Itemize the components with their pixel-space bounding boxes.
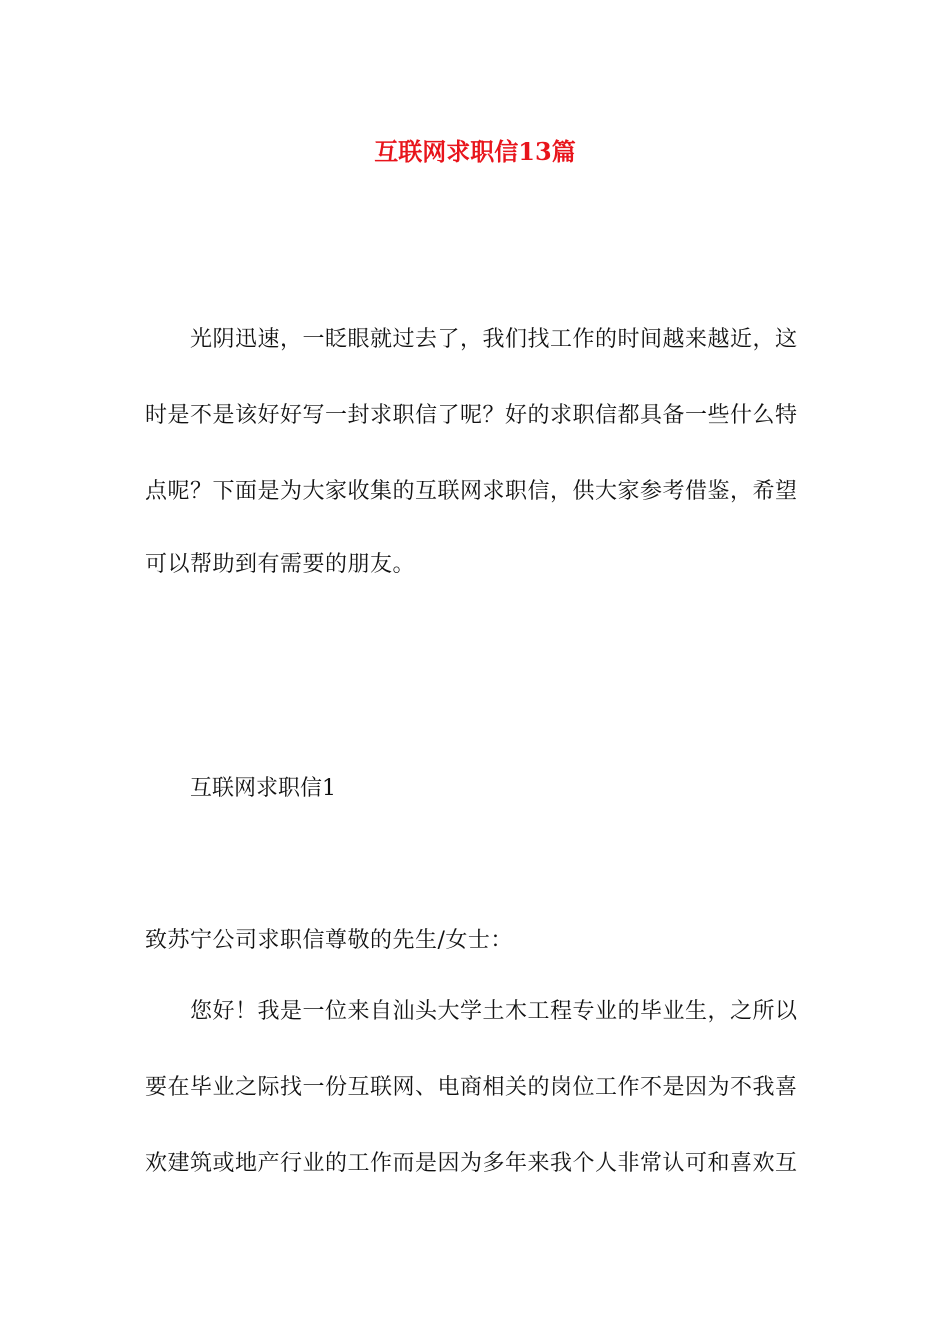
body-line-3: 欢建筑或地产行业的工作而是因为多年来我个人非常认可和喜欢互 [145,1151,798,1176]
salutation: 致苏宁公司求职信尊敬的先生/女士： [145,928,513,953]
section-heading: 互联网求职信1 [190,776,336,801]
intro-line-3: 点呢？下面是为大家收集的互联网求职信，供大家参考借鉴，希望 [145,479,798,504]
document-title: 互联网求职信13篇 [374,137,576,166]
intro-line-4: 可以帮助到有需要的朋友。 [145,552,416,577]
body-line-1: 您好！我是一位来自汕头大学土木工程专业的毕业生，之所以 [145,999,798,1024]
intro-line-2: 时是不是该好好写一封求职信了呢？好的求职信都具备一些什么特 [145,403,798,428]
intro-line-1: 光阴迅速，一眨眼就过去了，我们找工作的时间越来越近，这 [145,327,798,352]
body-line-2: 要在毕业之际找一份互联网、电商相关的岗位工作不是因为不我喜 [145,1075,798,1100]
